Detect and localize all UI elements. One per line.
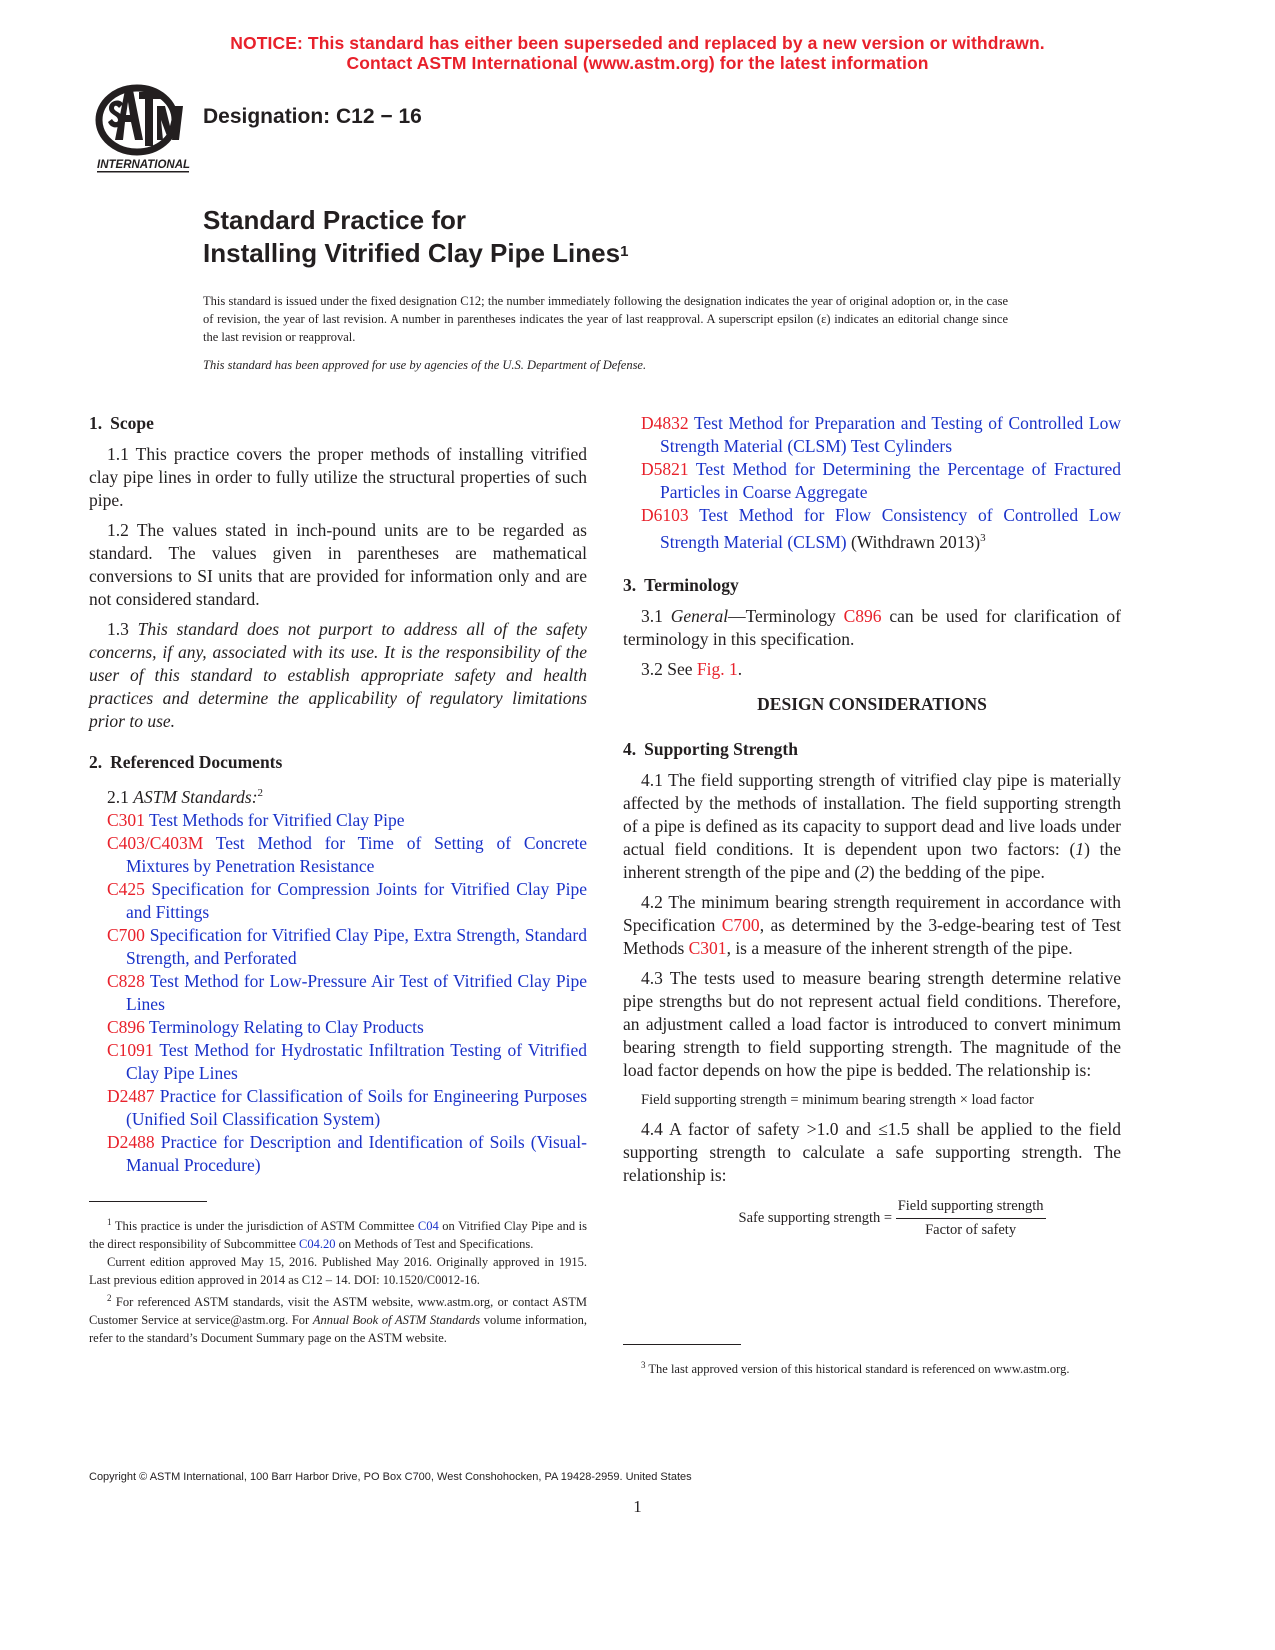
reference-code-link[interactable]: D2487 [107, 1085, 155, 1106]
footnote-rule-left [89, 1201, 207, 1202]
right-column [623, 412, 1121, 1240]
reference-item [623, 504, 1121, 554]
reference-item [89, 924, 587, 970]
reference-list-left [89, 809, 587, 1177]
reference-title-link[interactable]: Test Methods for Vitrified Clay Pipe [149, 809, 405, 830]
logo-wordmark: INTERNATIONAL [97, 159, 191, 171]
reference-code-link[interactable]: C301 [107, 809, 145, 830]
terminology-3-2: 3.2 See Fig. 1. [641, 658, 743, 679]
link-c700[interactable]: C700 [721, 914, 760, 935]
reference-item [89, 878, 587, 924]
supporting-4-4: 4.4 A factor of safety >1.0 and ≤1.5 shall be applied to the field supporting strength to calculate a safe supporting strength. The relationship is: [623, 1118, 1121, 1185]
reference-withdrawn-note: (Withdrawn 2013) [846, 531, 981, 552]
reference-list-right [623, 412, 1121, 554]
reference-title-link[interactable]: Test Method for Hydrostatic Infiltration Testing of Vitrified Clay Pipe Lines [126, 1039, 587, 1083]
scope-1-1: 1.1 This practice covers the proper methods of installing vitrified clay pipe lines in order to fully utilize the structural properties of such pipe. [89, 444, 587, 510]
notice-banner [0, 33, 1275, 73]
left-column [89, 412, 587, 1177]
reference-item [89, 970, 587, 1016]
footnotes-right [623, 1356, 1121, 1378]
footnote-2: $^2$ For referenced ASTM standards, visit the ASTM website, www.astm.org, or contact ASTM Customer Service at service@astm.org. For Annual Book of ASTM Standards volume information, refer to the standard’s Document Summary page on the ASTM website. [89, 1293, 587, 1346]
footnotes-left [89, 1213, 587, 1347]
reference-item [89, 1016, 587, 1039]
section-referenced-heading: 2. Referenced Documents [89, 752, 283, 772]
reference-item [623, 458, 1121, 504]
astm-standards-subheading: 2.1 ASTM Standards:$^2$ [107, 786, 264, 807]
footnote-1: $^1$ This practice is under the jurisdiction of ASTM Committee C04 on Vitrified Clay Pipe and is the direct responsibility of Subcommittee C04.20 on Methods of Test and Specifications. [89, 1217, 587, 1252]
reference-title-link[interactable]: Test Method for Time of Setting of Concrete Mixtures by Penetration Resistance [126, 832, 587, 876]
supporting-4-1: 4.1 The field supporting strength of vitrified clay pipe is materially affected by the methods of installation. The field supporting strength of a pipe is defined as its capacity to support dead and live loads under actual field conditions. It is dependent upon two factors: (1) the inherent strength of the pipe and (2) the bedding of the pipe. [623, 769, 1121, 882]
title-line-1: Standard Practice for [203, 205, 466, 235]
equation-safe-supporting-strength: Safe supporting strength = $\frac{\text{Field supporting strength}}{\text{Factor of safety}}$ [738, 1197, 1044, 1238]
reference-code-link[interactable]: D2488 [107, 1131, 155, 1152]
page-number: 1 [633, 1497, 642, 1516]
reference-code-link[interactable]: D4832 [641, 413, 689, 433]
reference-title-link[interactable]: Specification for Vitrified Clay Pipe, Extra Strength, Standard Strength, and Perforated [126, 924, 587, 968]
footnote-3: $^3$ The last approved version of this historical standard is referenced on www.astm.org. [641, 1360, 1070, 1377]
link-c301[interactable]: C301 [688, 937, 727, 958]
page-title [203, 204, 628, 270]
section-supporting-heading: 4. Supporting Strength [623, 738, 798, 759]
footnote-rule-right [623, 1344, 741, 1345]
footnote-1-edition: Current edition approved May 15, 2016. Published May 2016. Originally approved in 1915. Last previous edition approved in 2014 as C12 – 14. DOI: 10.1520/C0012-16. [89, 1255, 587, 1288]
reference-code-link[interactable]: C700 [107, 924, 145, 945]
reference-title-link[interactable]: Test Method for Preparation and Testing of Controlled Low Strength Material (CLSM) Test Cylinders [660, 413, 1121, 456]
reference-title-link[interactable]: Test Method for Low-Pressure Air Test of Vitrified Clay Pipe Lines [126, 970, 587, 1014]
reference-footnote-ref[interactable]: 3 [980, 532, 986, 544]
scope-1-2: 1.2 The values stated in inch-pound units are to be regarded as standard. The values given in parentheses are mathematical conversions to SI units that are provided for information only and are not considered standard. [89, 520, 587, 609]
reference-code-link[interactable]: C896 [107, 1016, 145, 1037]
title-line-2: Installing Vitrified Clay Pipe Lines$^1$ [203, 238, 629, 268]
reference-title-link[interactable]: Practice for Description and Identification of Soils (Visual-Manual Procedure) [126, 1131, 587, 1175]
link-c896[interactable]: C896 [843, 605, 882, 626]
reference-code-link[interactable]: D6103 [641, 505, 689, 525]
terminology-3-1: 3.1 General—Terminology C896 can be used for clarification of terminology in this specification. [623, 605, 1122, 649]
reference-title-link[interactable]: Specification for Compression Joints for Vitrified Clay Pipe and Fittings [126, 878, 588, 922]
reference-title-link[interactable]: Test Method for Determining the Percentage of Fractured Particles in Coarse Aggregate [660, 459, 1121, 502]
reference-code-link[interactable]: C403/C403M [107, 832, 204, 853]
copyright-line: Copyright © ASTM International, 100 Barr Harbor Drive, PO Box C700, West Conshohocken, PA 19428-2959. United States [89, 1471, 692, 1483]
issue-note: This standard is issued under the fixed designation C12; the number immediately following the designation indicates the year of original adoption or, in the case of revision, the year of last revision. A number in parentheses indicates the year of last reapproval. A superscript epsilon (ε) indicates an editorial change since the last revision or reapproval. [203, 294, 1008, 344]
supporting-4-2: 4.2 The minimum bearing strength requirement in accordance with Specification C700, as determined by the 3-edge-bearing test of Test Methods C301, is a measure of the inherent strength of the pipe. [623, 891, 1121, 958]
reference-item [89, 832, 587, 878]
reference-item [89, 1131, 587, 1177]
link-fig-1[interactable]: Fig. 1 [696, 658, 738, 679]
reference-item [89, 1039, 587, 1085]
reference-code-link[interactable]: D5821 [641, 459, 689, 479]
design-considerations-heading: DESIGN CONSIDERATIONS [757, 693, 987, 714]
reference-code-link[interactable]: C828 [107, 970, 145, 991]
dod-note: This standard has been approved for use by agencies of the U.S. Department of Defense. [203, 358, 647, 372]
link-c04[interactable]: C04 [417, 1219, 439, 1234]
reference-item [623, 412, 1121, 458]
reference-item [89, 1085, 587, 1131]
equation-field-supporting-strength: Field supporting strength = minimum bearing strength × load factor [641, 1091, 1034, 1108]
title-footnote-ref[interactable]: 1 [620, 243, 629, 260]
reference-title-link[interactable]: Practice for Classification of Soils for Engineering Purposes (Unified Soil Classification System) [126, 1085, 588, 1129]
section-scope-heading: 1. Scope [89, 413, 154, 433]
reference-item [89, 809, 587, 832]
astm-logo-icon [95, 82, 195, 178]
notice-line-1: NOTICE: This standard has either been superseded and replaced by a new version or withdrawn. [230, 33, 1045, 53]
reference-title-link[interactable]: Test Method for Flow Consistency of Controlled Low Strength Material (CLSM) [660, 505, 1121, 552]
supporting-4-3: 4.3 The tests used to measure bearing strength determine relative pipe strengths but do not represent actual field conditions. Therefore, an adjustment called a load factor is introduced to convert minimum bearing strength to field supporting strength. The magnitude of the load factor depends on how the pipe is bedded. The relationship is: [623, 967, 1121, 1080]
link-c04-20[interactable]: C04.20 [299, 1237, 336, 1252]
designation: Designation: C12 − 16 [203, 105, 422, 128]
section-terminology-heading: 3. Terminology [623, 574, 739, 595]
notice-line-2: Contact ASTM International (www.astm.org) for the latest information [346, 53, 929, 73]
reference-code-link[interactable]: C1091 [107, 1039, 154, 1060]
scope-1-3: 1.3 This standard does not purport to address all of the safety concerns, if any, associated with its use. It is the responsibility of the user of this standard to establish appropriate safety and health practices and determine the applicability of regulatory limitations prior to use. [89, 619, 587, 731]
reference-title-link[interactable]: Terminology Relating to Clay Products [149, 1016, 424, 1037]
reference-code-link[interactable]: C425 [107, 878, 145, 899]
